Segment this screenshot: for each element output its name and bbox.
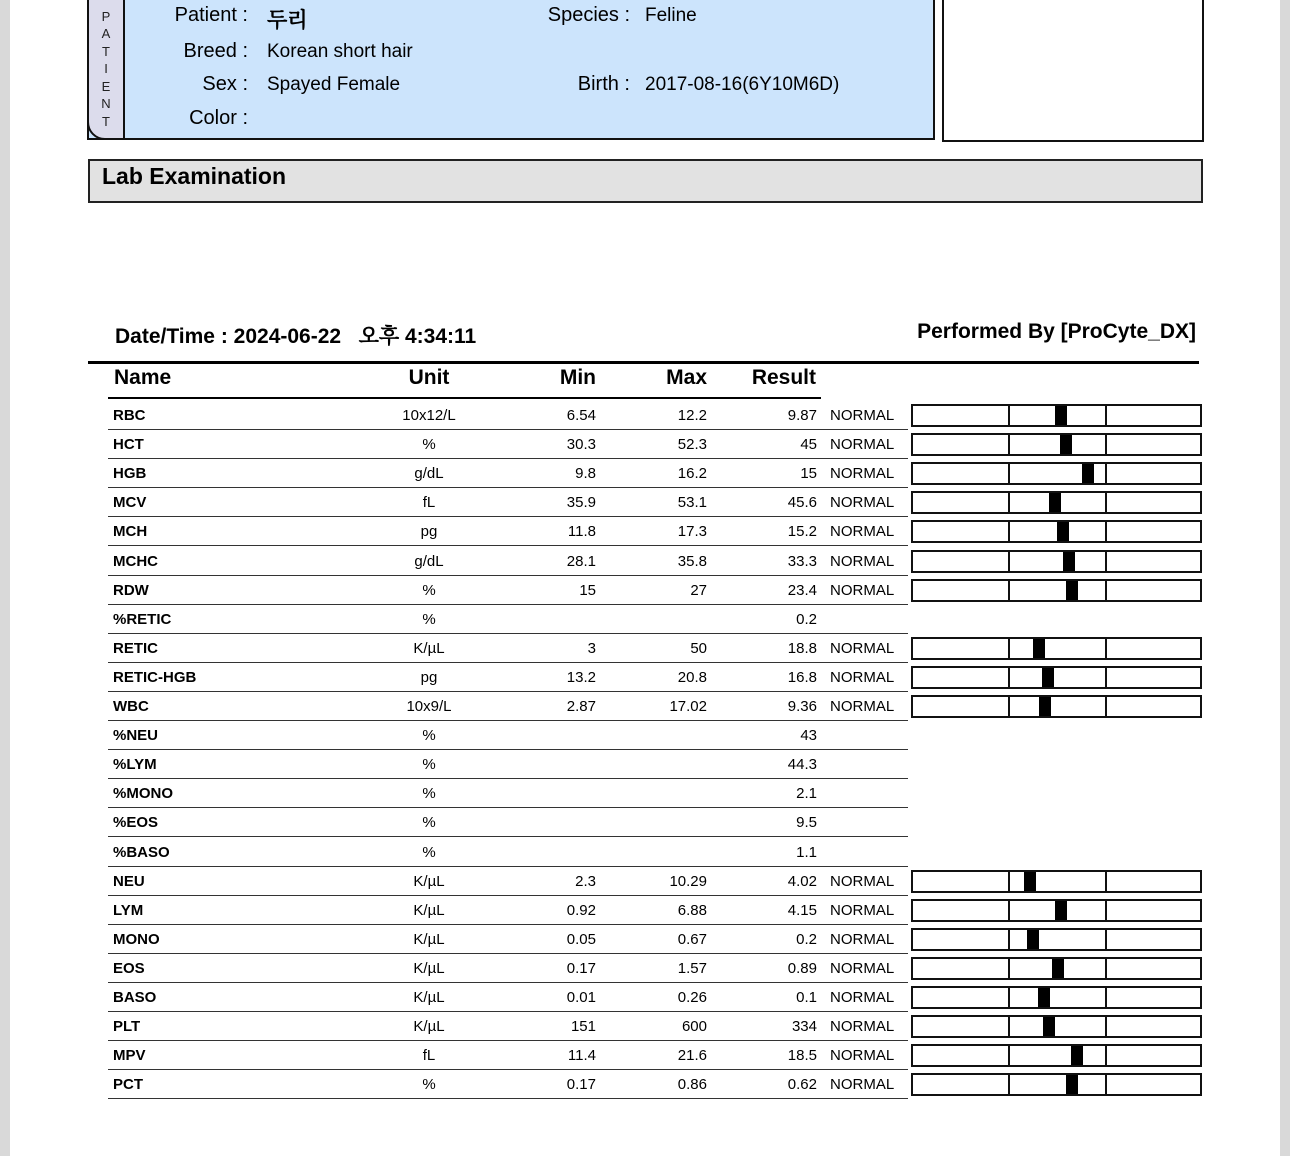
unit-cell: K/µL	[413, 639, 445, 657]
test-name: MPV	[113, 1047, 146, 1065]
gauge-marker	[1033, 639, 1045, 658]
result-cell: 0.89	[787, 959, 817, 977]
max-cell: 35.8	[677, 552, 707, 570]
test-name: BASO	[113, 989, 157, 1006]
table-row	[108, 867, 908, 896]
gauge-marker	[1055, 901, 1067, 920]
table-row	[108, 517, 908, 546]
result-cell: 1.1	[796, 843, 817, 861]
birth-value: 2017-08-16(6Y10M6D)	[645, 74, 840, 95]
gauge-low-boundary	[1008, 988, 1010, 1007]
status-cell: NORMAL	[830, 698, 895, 715]
min-cell: 151	[570, 1018, 596, 1036]
result-cell: 0.2	[796, 610, 817, 628]
max-cell: 52.3	[677, 436, 707, 454]
min-cell: 6.54	[566, 407, 596, 424]
min-cell: 0.05	[566, 930, 596, 948]
test-name: %EOS	[113, 814, 159, 832]
tab-letter: E	[101, 78, 111, 94]
unit-cell: K/µL	[413, 901, 445, 919]
result-cell: 44.3	[787, 756, 817, 774]
table-row	[108, 925, 908, 954]
gauge-low-boundary	[1008, 435, 1010, 454]
test-name: EOS	[113, 959, 145, 977]
test-name: MCH	[113, 523, 148, 541]
gauge-low-boundary	[1008, 872, 1010, 891]
max-cell: 10.29	[669, 872, 707, 890]
gauge-high-boundary	[1105, 1075, 1107, 1094]
max-cell: 27	[690, 581, 707, 599]
max-cell: 0.67	[677, 930, 707, 948]
result-cell: 4.15	[787, 901, 817, 919]
unit-cell: %	[422, 610, 436, 628]
sex-label: Sex :	[202, 73, 248, 95]
gauge-low-boundary	[1008, 697, 1010, 716]
result-cell: 33.3	[787, 552, 817, 570]
gauge-marker	[1027, 930, 1039, 949]
datetime-label: Date/Time :	[115, 325, 228, 348]
datetime-value: 2024-06-22 오후 4:34:11	[233, 325, 477, 348]
min-cell: 13.2	[566, 668, 596, 686]
status-cell: NORMAL	[830, 494, 895, 512]
unit-cell: K/µL	[413, 989, 445, 1006]
min-cell: 35.9	[566, 494, 596, 512]
gauge-low-boundary	[1008, 1075, 1010, 1094]
result-cell: 2.1	[796, 785, 817, 803]
test-name: WBC	[113, 698, 149, 715]
result-cell: 23.4	[787, 581, 817, 599]
table-row	[108, 1041, 908, 1070]
unit-cell: %	[422, 436, 436, 454]
status-cell: NORMAL	[830, 668, 895, 686]
unit-cell: g/dL	[414, 552, 444, 570]
tab-letter: T	[102, 113, 110, 129]
col-result-header: Result	[751, 366, 816, 389]
table-row	[108, 576, 908, 605]
min-cell: 2.87	[566, 698, 596, 715]
table-row	[108, 1012, 908, 1041]
status-cell: NORMAL	[830, 523, 895, 541]
photo-box	[942, 0, 1204, 142]
gauge-low-boundary	[1008, 581, 1010, 600]
unit-cell: K/µL	[413, 930, 445, 948]
gauge-high-boundary	[1105, 959, 1107, 978]
unit-cell: fL	[422, 494, 436, 512]
min-cell: 0.17	[566, 1076, 596, 1094]
table-row	[108, 983, 908, 1012]
test-name: PLT	[113, 1018, 141, 1036]
gauge-high-boundary	[1105, 988, 1107, 1007]
table-row	[108, 954, 908, 983]
table-row	[108, 488, 908, 517]
performed-by: Performed By [ProCyte_DX]	[917, 320, 1196, 343]
gauge-high-boundary	[1105, 901, 1107, 920]
table-row	[108, 779, 908, 808]
status-cell: NORMAL	[830, 959, 895, 977]
table-row	[108, 459, 908, 488]
range-gauge	[911, 666, 1202, 689]
unit-cell: %	[422, 814, 436, 832]
report-page	[10, 0, 1280, 1156]
table-row	[108, 634, 908, 663]
range-gauge	[911, 1044, 1202, 1067]
color-label: Color :	[189, 107, 248, 129]
result-cell: 45	[800, 436, 817, 454]
table-row	[108, 838, 908, 867]
table-row	[108, 547, 908, 576]
test-name: PCT	[113, 1076, 143, 1094]
gauge-marker	[1038, 988, 1050, 1007]
table-row	[108, 430, 908, 459]
table-row	[108, 692, 908, 721]
status-cell: NORMAL	[830, 552, 895, 570]
table-row	[108, 1070, 908, 1099]
gauge-marker	[1024, 872, 1036, 891]
result-cell: 0.62	[787, 1076, 817, 1094]
tab-letter: N	[101, 96, 111, 112]
datetime	[115, 320, 476, 350]
test-name: MCHC	[113, 552, 158, 570]
tab-letter: A	[101, 26, 111, 42]
range-gauge	[911, 1073, 1202, 1096]
gauge-low-boundary	[1008, 1017, 1010, 1036]
unit-cell: %	[422, 785, 436, 803]
range-gauge	[911, 579, 1202, 602]
col-max-header: Max	[666, 366, 707, 389]
status-cell: NORMAL	[830, 465, 895, 483]
min-cell: 3	[587, 639, 596, 657]
status-cell: NORMAL	[830, 1076, 895, 1094]
status-cell: NORMAL	[830, 1018, 895, 1036]
range-gauge	[911, 695, 1202, 718]
result-cell: 15.2	[787, 523, 817, 541]
range-gauge	[911, 928, 1202, 951]
status-cell: NORMAL	[830, 989, 895, 1006]
test-name: %RETIC	[113, 610, 172, 628]
max-cell: 50	[690, 639, 707, 657]
gauge-marker	[1042, 668, 1054, 687]
result-cell: 334	[791, 1018, 817, 1036]
col-unit-header: Unit	[408, 366, 450, 389]
test-name: %NEU	[113, 727, 159, 745]
header-divider	[108, 397, 821, 399]
max-cell: 53.1	[677, 494, 707, 512]
table-row	[108, 605, 908, 634]
test-name: %MONO	[113, 785, 173, 803]
result-cell: 16.8	[787, 668, 817, 686]
max-cell: 1.57	[677, 959, 707, 977]
result-cell: 9.36	[787, 698, 817, 715]
patient-label: Patient :	[174, 4, 248, 26]
gauge-low-boundary	[1008, 1046, 1010, 1065]
gauge-high-boundary	[1105, 930, 1107, 949]
result-cell: 43	[800, 727, 817, 745]
section-title: Lab Examination	[102, 163, 287, 189]
species-value: Feline	[645, 5, 697, 26]
gauge-high-boundary	[1105, 1046, 1107, 1065]
gauge-low-boundary	[1008, 464, 1010, 483]
unit-cell: fL	[422, 1047, 436, 1065]
gauge-low-boundary	[1008, 522, 1010, 541]
max-cell: 16.2	[677, 465, 707, 483]
tab-letter: I	[104, 61, 108, 77]
gauge-low-boundary	[1008, 493, 1010, 512]
min-cell: 0.17	[566, 959, 596, 977]
gauge-marker	[1055, 406, 1067, 425]
gauge-high-boundary	[1105, 872, 1107, 891]
gauge-marker	[1049, 493, 1061, 512]
min-cell: 15	[579, 581, 596, 599]
result-cell: 0.2	[796, 930, 817, 948]
gauge-high-boundary	[1105, 406, 1107, 425]
divider	[88, 361, 1199, 364]
gauge-high-boundary	[1105, 668, 1107, 687]
gauge-high-boundary	[1105, 1017, 1107, 1036]
gauge-marker	[1039, 697, 1051, 716]
min-cell: 2.3	[575, 872, 596, 890]
gauge-high-boundary	[1105, 581, 1107, 600]
gauge-marker	[1063, 552, 1075, 571]
max-cell: 21.6	[677, 1047, 707, 1065]
gauge-high-boundary	[1105, 639, 1107, 658]
gauge-high-boundary	[1105, 697, 1107, 716]
test-name: RBC	[113, 407, 146, 424]
status-cell: NORMAL	[830, 407, 895, 424]
range-gauge	[911, 404, 1202, 427]
tab-letter: P	[101, 8, 111, 24]
result-cell: 0.1	[796, 989, 817, 1006]
section-header	[88, 159, 1203, 203]
max-cell: 0.26	[677, 989, 707, 1006]
gauge-low-boundary	[1008, 930, 1010, 949]
result-cell: 18.8	[787, 639, 817, 657]
birth-label: Birth :	[577, 73, 630, 95]
min-cell: 28.1	[566, 552, 596, 570]
unit-cell: K/µL	[413, 1018, 445, 1036]
test-name: RDW	[113, 581, 149, 599]
test-name: LYM	[113, 901, 144, 919]
min-cell: 9.8	[575, 465, 596, 483]
min-cell: 0.01	[566, 989, 596, 1006]
min-cell: 11.4	[567, 1047, 596, 1065]
gauge-low-boundary	[1008, 552, 1010, 571]
gauge-marker	[1082, 464, 1094, 483]
unit-cell: pg	[420, 523, 438, 541]
range-gauge	[911, 491, 1202, 514]
test-name: RETIC	[113, 639, 158, 657]
unit-cell: %	[422, 756, 436, 774]
unit-cell: pg	[420, 668, 438, 686]
unit-cell: %	[422, 727, 436, 745]
test-name: %BASO	[113, 843, 170, 861]
table-row	[108, 808, 908, 837]
gauge-high-boundary	[1105, 464, 1107, 483]
result-cell: 15	[800, 465, 817, 483]
gauge-high-boundary	[1105, 522, 1107, 541]
gauge-low-boundary	[1008, 959, 1010, 978]
col-name-header: Name	[114, 366, 172, 389]
max-cell: 6.88	[677, 901, 707, 919]
range-gauge	[911, 637, 1202, 660]
col-min-header: Min	[559, 366, 596, 389]
unit-cell: K/µL	[413, 872, 445, 890]
status-cell: NORMAL	[830, 1047, 895, 1065]
table-row	[108, 663, 908, 692]
range-gauge	[911, 899, 1202, 922]
gauge-marker	[1057, 522, 1069, 541]
unit-cell: g/dL	[414, 465, 444, 483]
test-name: MONO	[113, 930, 160, 948]
test-name: HCT	[113, 436, 144, 454]
range-gauge	[911, 520, 1202, 543]
unit-cell: 10x9/L	[406, 698, 452, 715]
range-gauge	[911, 957, 1202, 980]
min-cell: 0.92	[566, 901, 596, 919]
patient-side-tab	[87, 0, 125, 140]
gauge-marker	[1060, 435, 1072, 454]
result-cell: 45.6	[787, 494, 817, 512]
breed-value: Korean short hair	[267, 41, 413, 62]
table-row	[108, 721, 908, 750]
status-cell: NORMAL	[830, 581, 895, 599]
gauge-marker	[1071, 1046, 1083, 1065]
unit-cell: %	[422, 1076, 436, 1094]
test-name: MCV	[113, 494, 147, 512]
tab-letter: T	[102, 43, 110, 59]
status-cell: NORMAL	[830, 639, 895, 657]
gauge-low-boundary	[1008, 639, 1010, 658]
unit-cell: %	[422, 581, 436, 599]
max-cell: 17.02	[669, 698, 707, 715]
species-label: Species :	[547, 4, 630, 26]
gauge-marker	[1066, 581, 1078, 600]
min-cell: 30.3	[566, 436, 596, 454]
range-gauge	[911, 433, 1202, 456]
result-cell: 9.87	[787, 407, 817, 424]
unit-cell: %	[422, 843, 436, 861]
unit-cell: 10x12/L	[402, 407, 456, 424]
sex-value: Spayed Female	[267, 74, 401, 95]
unit-cell: K/µL	[413, 959, 445, 977]
result-cell: 4.02	[787, 872, 817, 890]
test-name: NEU	[113, 872, 145, 890]
breed-label: Breed :	[183, 40, 248, 62]
gauge-low-boundary	[1008, 406, 1010, 425]
test-name: RETIC-HGB	[113, 668, 197, 686]
status-cell: NORMAL	[830, 872, 895, 890]
range-gauge	[911, 462, 1202, 485]
gauge-high-boundary	[1105, 552, 1107, 571]
row-divider	[108, 1098, 908, 1099]
patient-name: 두리	[267, 9, 308, 32]
result-cell: 9.5	[796, 814, 817, 832]
status-cell: NORMAL	[830, 901, 895, 919]
table-row	[108, 750, 908, 779]
test-name: HGB	[113, 465, 147, 483]
range-gauge	[911, 986, 1202, 1009]
gauge-low-boundary	[1008, 668, 1010, 687]
gauge-marker	[1052, 959, 1064, 978]
range-gauge	[911, 870, 1202, 893]
max-cell: 12.2	[677, 407, 707, 424]
result-cell: 18.5	[787, 1047, 817, 1065]
max-cell: 20.8	[677, 668, 707, 686]
max-cell: 600	[681, 1018, 707, 1036]
table-row	[108, 401, 908, 430]
gauge-marker	[1043, 1017, 1055, 1036]
max-cell: 0.86	[677, 1076, 707, 1094]
gauge-marker	[1066, 1075, 1078, 1094]
range-gauge	[911, 1015, 1202, 1038]
status-cell: NORMAL	[830, 436, 895, 454]
range-gauge	[911, 550, 1202, 573]
gauge-high-boundary	[1105, 435, 1107, 454]
gauge-high-boundary	[1105, 493, 1107, 512]
gauge-low-boundary	[1008, 901, 1010, 920]
status-cell: NORMAL	[830, 930, 895, 948]
test-name: %LYM	[113, 756, 157, 774]
min-cell: 11.8	[567, 523, 596, 541]
max-cell: 17.3	[677, 523, 707, 541]
table-row	[108, 896, 908, 925]
